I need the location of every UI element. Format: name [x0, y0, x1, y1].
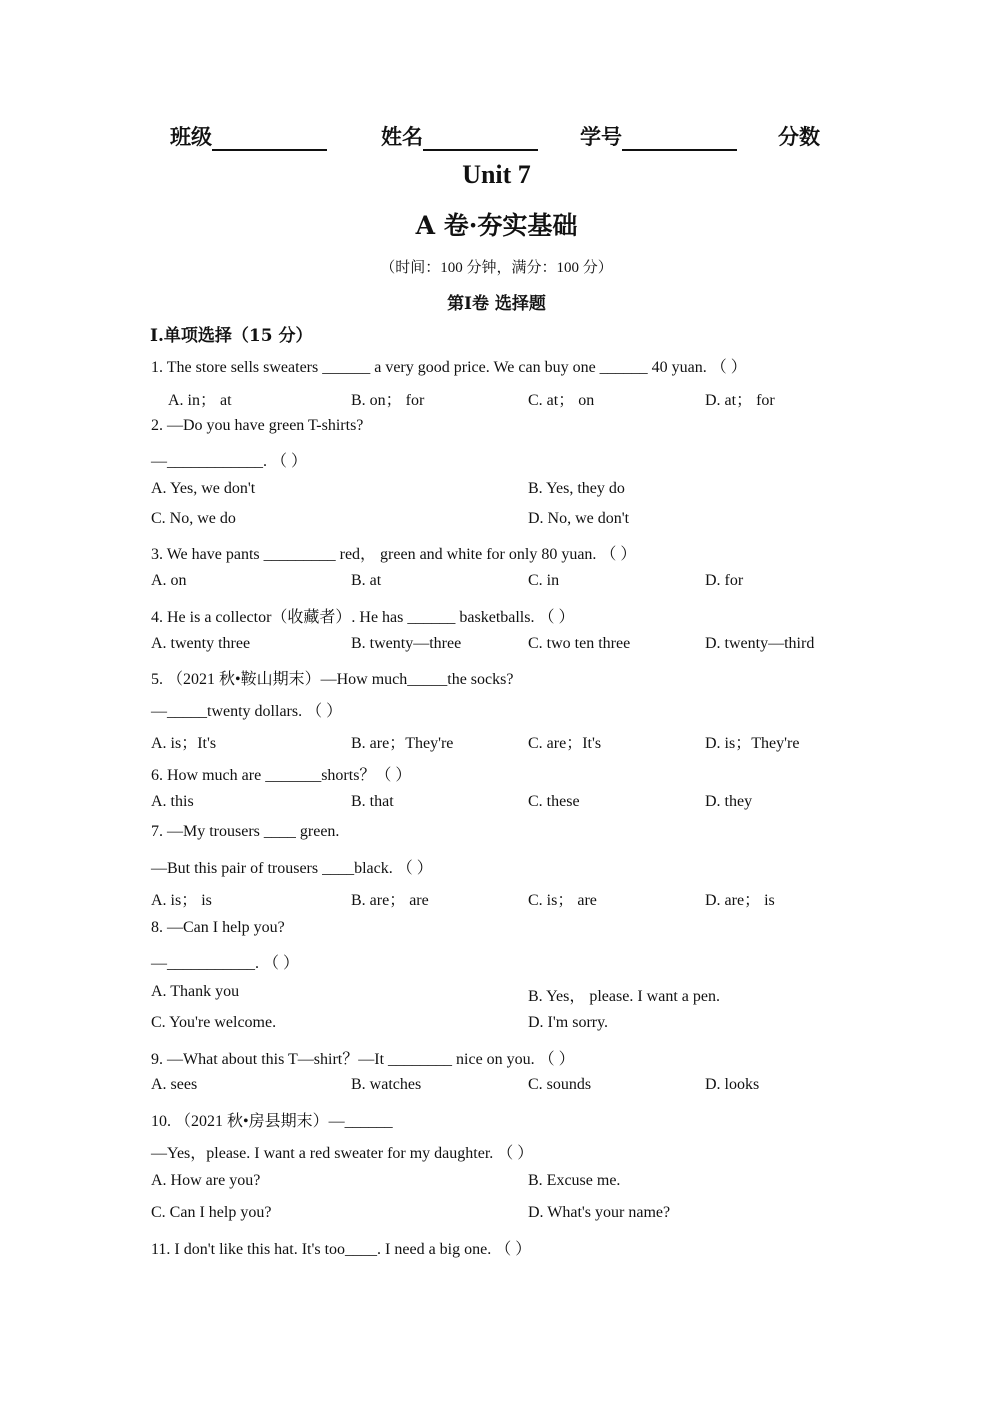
q1-option-b[interactable]: B. on； for — [351, 392, 425, 409]
question-10-answer-line: —Yes，please. I want a red sweater for my daughter. （ ） — [151, 1145, 534, 1162]
q8-option-c[interactable]: C. You're welcome. — [151, 1014, 277, 1031]
q4-option-a[interactable]: A. twenty three — [151, 635, 251, 652]
q1-option-a[interactable]: A. in； at — [168, 392, 232, 409]
unit-title: Unit 7 — [462, 160, 531, 189]
q5-option-b[interactable]: B. are；They're — [351, 735, 454, 752]
q5-option-a[interactable]: A. is；It's — [151, 735, 217, 752]
q9-option-b[interactable]: B. watches — [351, 1076, 422, 1093]
q3-option-a[interactable]: A. on — [151, 572, 187, 589]
name-blank[interactable] — [423, 129, 538, 151]
question-7-answer-line: —But this pair of trousers ____black. （ ） — [151, 860, 433, 877]
q6-option-b[interactable]: B. that — [351, 793, 394, 810]
q5-option-c[interactable]: C. are；It's — [528, 735, 602, 752]
q3-option-c[interactable]: C. in — [528, 572, 560, 589]
class-field — [170, 121, 327, 151]
q7-option-c[interactable]: C. is； are — [528, 892, 597, 909]
section-title: I.单项选择（15 分） — [150, 326, 313, 346]
volume-title: 第Ⅰ卷 选择题 — [447, 294, 546, 314]
q8-option-b[interactable]: B. Yes， please. I want a pen. — [528, 988, 720, 1005]
q3-option-b[interactable]: B. at — [351, 572, 382, 589]
q10-option-b[interactable]: B. Excuse me. — [528, 1172, 621, 1189]
question-2-text: 2. —Do you have green T-shirts? — [151, 417, 364, 434]
q6-option-a[interactable]: A. this — [151, 793, 194, 810]
score-label: 分数 — [778, 125, 820, 149]
q2-option-c[interactable]: C. No, we do — [151, 510, 236, 527]
q2-option-a[interactable]: A. Yes, we don't — [151, 480, 256, 497]
id-label: 学号 — [580, 125, 622, 149]
q6-option-d[interactable]: D. they — [705, 793, 753, 810]
q6-option-c[interactable]: C. these — [528, 793, 580, 810]
id-blank[interactable] — [622, 129, 737, 151]
question-11-text: 11. I don't like this hat. It's too____. I need a big one. （ ） — [151, 1241, 532, 1258]
question-4-text: 4. He is a collector（收藏者）. He has ______ basketballs. （ ） — [151, 609, 575, 626]
q1-option-c[interactable]: C. at； on — [528, 392, 595, 409]
q9-option-c[interactable]: C. sounds — [528, 1076, 592, 1093]
question-5-text: 5. （2021 秋•鞍山期末）—How much_____the socks? — [151, 671, 514, 688]
q10-option-a[interactable]: A. How are you? — [151, 1172, 261, 1189]
q9-option-d[interactable]: D. looks — [705, 1076, 760, 1093]
score-field — [778, 121, 820, 151]
question-7-text: 7. —My trousers ____ green. — [151, 823, 340, 840]
question-5-answer-line: —_____twenty dollars. （ ） — [151, 703, 343, 720]
question-2-answer-line: —____________. （ ） — [151, 453, 308, 470]
question-10-text: 10. （2021 秋•房县期末）—______ — [151, 1113, 393, 1130]
q10-option-d[interactable]: D. What's your name? — [528, 1204, 671, 1221]
q5-option-d[interactable]: D. is；They're — [705, 735, 800, 752]
question-9-text: 9. —What about this T—shirt？—It ________ nice on you. （ ） — [151, 1051, 575, 1068]
q8-option-a[interactable]: A. Thank you — [151, 983, 240, 1000]
name-field — [381, 121, 538, 151]
name-label: 姓名 — [381, 125, 423, 149]
q8-option-d[interactable]: D. I'm sorry. — [528, 1014, 609, 1031]
q7-option-a[interactable]: A. is； is — [151, 892, 212, 909]
q2-option-d[interactable]: D. No, we don't — [528, 510, 630, 527]
q10-option-c[interactable]: C. Can I help you? — [151, 1204, 272, 1221]
q7-option-d[interactable]: D. are； is — [705, 892, 775, 909]
q1-option-d[interactable]: D. at； for — [705, 392, 775, 409]
id-field — [580, 121, 737, 151]
q4-option-b[interactable]: B. twenty—three — [351, 635, 462, 652]
question-6-text: 6. How much are _______shorts？（ ） — [151, 767, 412, 784]
time-note: （时间：100 分钟，满分：100 分） — [380, 260, 613, 276]
q4-option-d[interactable]: D. twenty—third — [705, 635, 815, 652]
question-3-text: 3. We have pants _________ red， green and white for only 80 yuan. （ ） — [151, 546, 637, 563]
q4-option-c[interactable]: C. two ten three — [528, 635, 631, 652]
q3-option-d[interactable]: D. for — [705, 572, 744, 589]
question-1-text: 1. The store sells sweaters ______ a very good price. We can buy one ______ 40 yuan. （ ） — [151, 359, 747, 376]
q9-option-a[interactable]: A. sees — [151, 1076, 198, 1093]
q2-option-b[interactable]: B. Yes, they do — [528, 480, 625, 497]
question-8-text: 8. —Can I help you? — [151, 919, 285, 936]
paper-title: A 卷·夯实基础 — [415, 211, 578, 240]
question-8-answer-line: —___________. （ ） — [151, 955, 300, 972]
q7-option-b[interactable]: B. are； are — [351, 892, 429, 909]
class-blank[interactable] — [212, 129, 327, 151]
class-label: 班级 — [170, 125, 212, 149]
